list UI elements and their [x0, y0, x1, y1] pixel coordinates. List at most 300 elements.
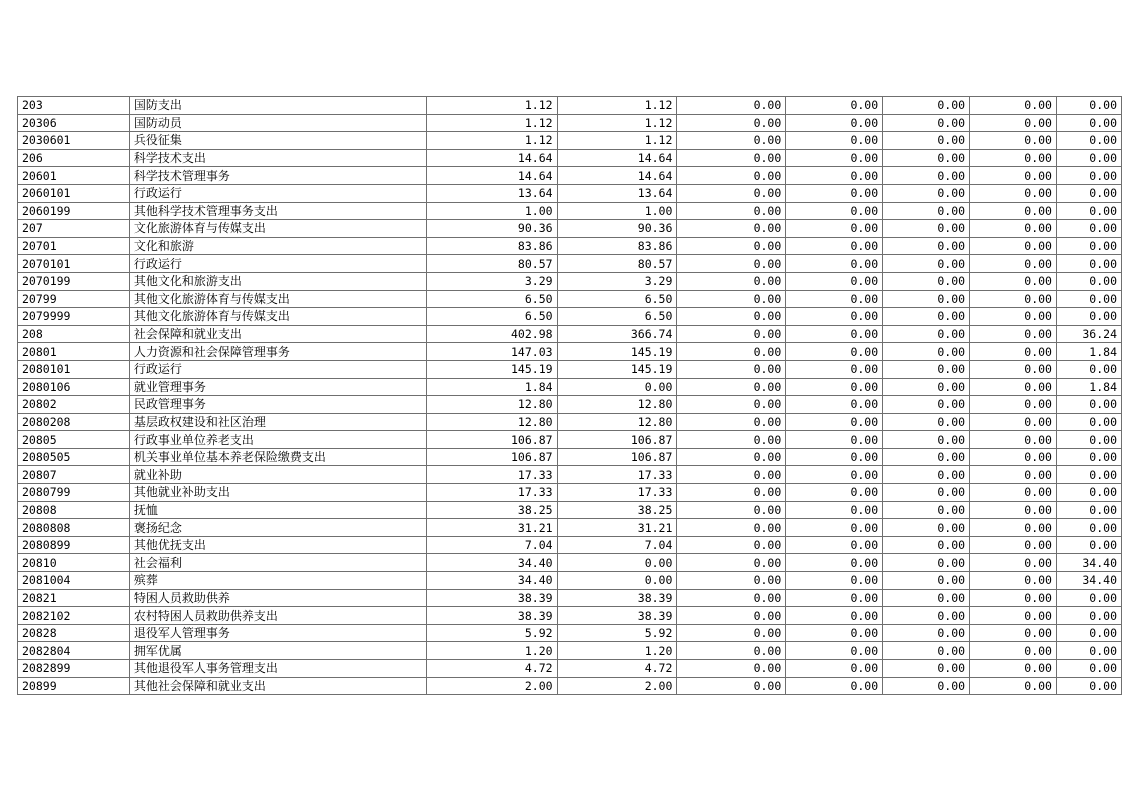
amount-cell-5: 0.00 — [883, 97, 970, 115]
subject-name-cell: 社会保障和就业支出 — [129, 325, 426, 343]
amount-cell-7: 0.00 — [1056, 360, 1121, 378]
amount-cell-4: 0.00 — [786, 97, 883, 115]
amount-cell-7: 0.00 — [1056, 167, 1121, 185]
amount-cell-7: 0.00 — [1056, 484, 1121, 502]
amount-cell-7: 0.00 — [1056, 308, 1121, 326]
subject-code-cell: 2060199 — [18, 202, 130, 220]
amount-cell-6: 0.00 — [970, 255, 1057, 273]
subject-name-cell: 科学技术管理事务 — [129, 167, 426, 185]
subject-code-cell: 2080101 — [18, 360, 130, 378]
amount-cell-5: 0.00 — [883, 149, 970, 167]
subject-name-cell: 人力资源和社会保障管理事务 — [129, 343, 426, 361]
amount-cell-5: 0.00 — [883, 167, 970, 185]
subject-code-cell: 20810 — [18, 554, 130, 572]
amount-cell-5: 0.00 — [883, 431, 970, 449]
amount-cell-1: 1.00 — [426, 202, 557, 220]
subject-code-cell: 20601 — [18, 167, 130, 185]
amount-cell-6: 0.00 — [970, 484, 1057, 502]
amount-cell-1: 145.19 — [426, 360, 557, 378]
amount-cell-5: 0.00 — [883, 237, 970, 255]
amount-cell-6: 0.00 — [970, 431, 1057, 449]
amount-cell-4: 0.00 — [786, 149, 883, 167]
amount-cell-1: 12.80 — [426, 396, 557, 414]
amount-cell-3: 0.00 — [677, 431, 786, 449]
amount-cell-2: 1.00 — [557, 202, 677, 220]
subject-code-cell: 203 — [18, 97, 130, 115]
amount-cell-2: 17.33 — [557, 466, 677, 484]
amount-cell-6: 0.00 — [970, 167, 1057, 185]
amount-cell-2: 14.64 — [557, 167, 677, 185]
amount-cell-5: 0.00 — [883, 343, 970, 361]
amount-cell-7: 0.00 — [1056, 466, 1121, 484]
amount-cell-6: 0.00 — [970, 413, 1057, 431]
amount-cell-7: 0.00 — [1056, 132, 1121, 150]
subject-name-cell: 行政运行 — [129, 360, 426, 378]
amount-cell-3: 0.00 — [677, 114, 786, 132]
amount-cell-3: 0.00 — [677, 290, 786, 308]
amount-cell-7: 0.00 — [1056, 413, 1121, 431]
table-row — [18, 202, 1122, 220]
amount-cell-3: 0.00 — [677, 677, 786, 695]
amount-cell-3: 0.00 — [677, 484, 786, 502]
table-row — [18, 325, 1122, 343]
amount-cell-2: 106.87 — [557, 448, 677, 466]
subject-code-cell: 2080808 — [18, 519, 130, 537]
amount-cell-7: 34.40 — [1056, 572, 1121, 590]
subject-name-cell: 其他社会保障和就业支出 — [129, 677, 426, 695]
amount-cell-1: 34.40 — [426, 572, 557, 590]
table-row — [18, 220, 1122, 238]
amount-cell-4: 0.00 — [786, 290, 883, 308]
amount-cell-5: 0.00 — [883, 519, 970, 537]
table-row — [18, 501, 1122, 519]
amount-cell-6: 0.00 — [970, 536, 1057, 554]
amount-cell-4: 0.00 — [786, 554, 883, 572]
table-row — [18, 519, 1122, 537]
amount-cell-5: 0.00 — [883, 624, 970, 642]
amount-cell-4: 0.00 — [786, 202, 883, 220]
amount-cell-7: 34.40 — [1056, 554, 1121, 572]
amount-cell-1: 34.40 — [426, 554, 557, 572]
amount-cell-4: 0.00 — [786, 642, 883, 660]
amount-cell-2: 1.12 — [557, 114, 677, 132]
amount-cell-5: 0.00 — [883, 607, 970, 625]
subject-code-cell: 206 — [18, 149, 130, 167]
table-row — [18, 97, 1122, 115]
amount-cell-4: 0.00 — [786, 572, 883, 590]
subject-name-cell: 文化旅游体育与传媒支出 — [129, 220, 426, 238]
amount-cell-1: 1.20 — [426, 642, 557, 660]
table-row — [18, 290, 1122, 308]
amount-cell-7: 1.84 — [1056, 343, 1121, 361]
subject-name-cell: 其他优抚支出 — [129, 536, 426, 554]
amount-cell-3: 0.00 — [677, 536, 786, 554]
amount-cell-7: 0.00 — [1056, 114, 1121, 132]
amount-cell-4: 0.00 — [786, 677, 883, 695]
subject-name-cell: 其他文化和旅游支出 — [129, 272, 426, 290]
amount-cell-7: 0.00 — [1056, 237, 1121, 255]
amount-cell-5: 0.00 — [883, 660, 970, 678]
amount-cell-1: 106.87 — [426, 448, 557, 466]
table-row — [18, 396, 1122, 414]
amount-cell-1: 80.57 — [426, 255, 557, 273]
subject-code-cell: 20801 — [18, 343, 130, 361]
amount-cell-6: 0.00 — [970, 448, 1057, 466]
amount-cell-6: 0.00 — [970, 220, 1057, 238]
amount-cell-3: 0.00 — [677, 237, 786, 255]
amount-cell-2: 366.74 — [557, 325, 677, 343]
subject-name-cell: 兵役征集 — [129, 132, 426, 150]
amount-cell-6: 0.00 — [970, 184, 1057, 202]
amount-cell-1: 31.21 — [426, 519, 557, 537]
amount-cell-3: 0.00 — [677, 642, 786, 660]
amount-cell-6: 0.00 — [970, 607, 1057, 625]
amount-cell-3: 0.00 — [677, 308, 786, 326]
amount-cell-3: 0.00 — [677, 572, 786, 590]
amount-cell-2: 145.19 — [557, 360, 677, 378]
amount-cell-3: 0.00 — [677, 167, 786, 185]
subject-code-cell: 20821 — [18, 589, 130, 607]
amount-cell-4: 0.00 — [786, 343, 883, 361]
amount-cell-4: 0.00 — [786, 132, 883, 150]
amount-cell-5: 0.00 — [883, 290, 970, 308]
subject-code-cell: 2080799 — [18, 484, 130, 502]
amount-cell-6: 0.00 — [970, 572, 1057, 590]
amount-cell-7: 0.00 — [1056, 202, 1121, 220]
amount-cell-7: 0.00 — [1056, 660, 1121, 678]
amount-cell-5: 0.00 — [883, 184, 970, 202]
amount-cell-2: 1.12 — [557, 132, 677, 150]
subject-name-cell: 就业补助 — [129, 466, 426, 484]
amount-cell-3: 0.00 — [677, 360, 786, 378]
amount-cell-5: 0.00 — [883, 572, 970, 590]
table-row — [18, 554, 1122, 572]
table-row — [18, 677, 1122, 695]
subject-code-cell: 20899 — [18, 677, 130, 695]
amount-cell-1: 17.33 — [426, 484, 557, 502]
table-row — [18, 272, 1122, 290]
amount-cell-6: 0.00 — [970, 272, 1057, 290]
amount-cell-6: 0.00 — [970, 677, 1057, 695]
subject-code-cell: 20808 — [18, 501, 130, 519]
amount-cell-6: 0.00 — [970, 501, 1057, 519]
amount-cell-4: 0.00 — [786, 308, 883, 326]
amount-cell-2: 38.39 — [557, 589, 677, 607]
subject-code-cell: 20805 — [18, 431, 130, 449]
amount-cell-2: 0.00 — [557, 554, 677, 572]
amount-cell-3: 0.00 — [677, 413, 786, 431]
amount-cell-5: 0.00 — [883, 202, 970, 220]
amount-cell-2: 90.36 — [557, 220, 677, 238]
subject-name-cell: 其他文化旅游体育与传媒支出 — [129, 308, 426, 326]
amount-cell-4: 0.00 — [786, 378, 883, 396]
table-row — [18, 360, 1122, 378]
subject-code-cell: 208 — [18, 325, 130, 343]
amount-cell-5: 0.00 — [883, 114, 970, 132]
amount-cell-3: 0.00 — [677, 272, 786, 290]
amount-cell-4: 0.00 — [786, 536, 883, 554]
amount-cell-7: 0.00 — [1056, 396, 1121, 414]
amount-cell-3: 0.00 — [677, 378, 786, 396]
amount-cell-2: 0.00 — [557, 378, 677, 396]
amount-cell-4: 0.00 — [786, 484, 883, 502]
table-row — [18, 431, 1122, 449]
table-row — [18, 536, 1122, 554]
amount-cell-5: 0.00 — [883, 220, 970, 238]
subject-name-cell: 机关事业单位基本养老保险缴费支出 — [129, 448, 426, 466]
amount-cell-2: 7.04 — [557, 536, 677, 554]
amount-cell-4: 0.00 — [786, 360, 883, 378]
amount-cell-1: 6.50 — [426, 290, 557, 308]
amount-cell-1: 4.72 — [426, 660, 557, 678]
amount-cell-3: 0.00 — [677, 624, 786, 642]
table-row — [18, 466, 1122, 484]
amount-cell-3: 0.00 — [677, 501, 786, 519]
amount-cell-1: 5.92 — [426, 624, 557, 642]
amount-cell-5: 0.00 — [883, 360, 970, 378]
amount-cell-2: 31.21 — [557, 519, 677, 537]
table-row — [18, 624, 1122, 642]
amount-cell-6: 0.00 — [970, 589, 1057, 607]
amount-cell-7: 0.00 — [1056, 220, 1121, 238]
amount-cell-5: 0.00 — [883, 642, 970, 660]
amount-cell-4: 0.00 — [786, 501, 883, 519]
amount-cell-3: 0.00 — [677, 149, 786, 167]
subject-name-cell: 其他科学技术管理事务支出 — [129, 202, 426, 220]
amount-cell-3: 0.00 — [677, 396, 786, 414]
amount-cell-5: 0.00 — [883, 325, 970, 343]
amount-cell-4: 0.00 — [786, 396, 883, 414]
amount-cell-7: 0.00 — [1056, 519, 1121, 537]
amount-cell-6: 0.00 — [970, 343, 1057, 361]
subject-name-cell: 科学技术支出 — [129, 149, 426, 167]
amount-cell-1: 1.12 — [426, 97, 557, 115]
subject-name-cell: 农村特困人员救助供养支出 — [129, 607, 426, 625]
amount-cell-6: 0.00 — [970, 132, 1057, 150]
amount-cell-3: 0.00 — [677, 255, 786, 273]
subject-name-cell: 其他文化旅游体育与传媒支出 — [129, 290, 426, 308]
amount-cell-4: 0.00 — [786, 255, 883, 273]
amount-cell-6: 0.00 — [970, 325, 1057, 343]
amount-cell-3: 0.00 — [677, 519, 786, 537]
amount-cell-2: 80.57 — [557, 255, 677, 273]
amount-cell-1: 17.33 — [426, 466, 557, 484]
amount-cell-3: 0.00 — [677, 448, 786, 466]
amount-cell-1: 38.25 — [426, 501, 557, 519]
subject-code-cell: 2080208 — [18, 413, 130, 431]
amount-cell-2: 3.29 — [557, 272, 677, 290]
subject-name-cell: 其他就业补助支出 — [129, 484, 426, 502]
amount-cell-7: 0.00 — [1056, 431, 1121, 449]
amount-cell-2: 1.12 — [557, 97, 677, 115]
amount-cell-5: 0.00 — [883, 589, 970, 607]
table-row — [18, 607, 1122, 625]
amount-cell-6: 0.00 — [970, 466, 1057, 484]
amount-cell-3: 0.00 — [677, 554, 786, 572]
amount-cell-4: 0.00 — [786, 466, 883, 484]
amount-cell-6: 0.00 — [970, 554, 1057, 572]
amount-cell-5: 0.00 — [883, 378, 970, 396]
amount-cell-6: 0.00 — [970, 396, 1057, 414]
amount-cell-1: 12.80 — [426, 413, 557, 431]
amount-cell-6: 0.00 — [970, 308, 1057, 326]
amount-cell-6: 0.00 — [970, 97, 1057, 115]
subject-name-cell: 特困人员救助供养 — [129, 589, 426, 607]
amount-cell-2: 13.64 — [557, 184, 677, 202]
amount-cell-4: 0.00 — [786, 660, 883, 678]
subject-code-cell: 20701 — [18, 237, 130, 255]
subject-name-cell: 其他退役军人事务管理支出 — [129, 660, 426, 678]
amount-cell-1: 6.50 — [426, 308, 557, 326]
amount-cell-1: 14.64 — [426, 167, 557, 185]
amount-cell-7: 0.00 — [1056, 677, 1121, 695]
amount-cell-4: 0.00 — [786, 220, 883, 238]
amount-cell-7: 0.00 — [1056, 255, 1121, 273]
amount-cell-1: 1.84 — [426, 378, 557, 396]
table-row — [18, 343, 1122, 361]
amount-cell-4: 0.00 — [786, 448, 883, 466]
subject-code-cell: 207 — [18, 220, 130, 238]
amount-cell-4: 0.00 — [786, 624, 883, 642]
amount-cell-4: 0.00 — [786, 519, 883, 537]
amount-cell-3: 0.00 — [677, 184, 786, 202]
amount-cell-1: 38.39 — [426, 607, 557, 625]
subject-name-cell: 基层政权建设和社区治理 — [129, 413, 426, 431]
amount-cell-7: 0.00 — [1056, 149, 1121, 167]
amount-cell-2: 5.92 — [557, 624, 677, 642]
amount-cell-2: 17.33 — [557, 484, 677, 502]
subject-name-cell: 行政运行 — [129, 255, 426, 273]
subject-code-cell: 2079999 — [18, 308, 130, 326]
amount-cell-1: 14.64 — [426, 149, 557, 167]
amount-cell-2: 1.20 — [557, 642, 677, 660]
amount-cell-6: 0.00 — [970, 360, 1057, 378]
expenditure-table — [17, 96, 1122, 695]
amount-cell-5: 0.00 — [883, 677, 970, 695]
amount-cell-1: 13.64 — [426, 184, 557, 202]
amount-cell-3: 0.00 — [677, 202, 786, 220]
amount-cell-6: 0.00 — [970, 624, 1057, 642]
table-row — [18, 484, 1122, 502]
amount-cell-3: 0.00 — [677, 466, 786, 484]
amount-cell-5: 0.00 — [883, 466, 970, 484]
subject-name-cell: 拥军优属 — [129, 642, 426, 660]
table-row — [18, 114, 1122, 132]
amount-cell-2: 6.50 — [557, 290, 677, 308]
amount-cell-7: 0.00 — [1056, 272, 1121, 290]
subject-code-cell: 20306 — [18, 114, 130, 132]
amount-cell-2: 4.72 — [557, 660, 677, 678]
amount-cell-1: 402.98 — [426, 325, 557, 343]
amount-cell-7: 0.00 — [1056, 97, 1121, 115]
table-row — [18, 448, 1122, 466]
subject-code-cell: 2070101 — [18, 255, 130, 273]
amount-cell-5: 0.00 — [883, 308, 970, 326]
subject-code-cell: 20828 — [18, 624, 130, 642]
amount-cell-4: 0.00 — [786, 431, 883, 449]
amount-cell-7: 0.00 — [1056, 624, 1121, 642]
amount-cell-1: 106.87 — [426, 431, 557, 449]
amount-cell-1: 147.03 — [426, 343, 557, 361]
amount-cell-3: 0.00 — [677, 97, 786, 115]
subject-code-cell: 2080899 — [18, 536, 130, 554]
amount-cell-2: 0.00 — [557, 572, 677, 590]
amount-cell-3: 0.00 — [677, 132, 786, 150]
subject-code-cell: 2082899 — [18, 660, 130, 678]
amount-cell-7: 0.00 — [1056, 184, 1121, 202]
amount-cell-6: 0.00 — [970, 237, 1057, 255]
table-body — [18, 97, 1122, 695]
amount-cell-5: 0.00 — [883, 554, 970, 572]
table-row — [18, 167, 1122, 185]
amount-cell-2: 106.87 — [557, 431, 677, 449]
amount-cell-2: 14.64 — [557, 149, 677, 167]
table-row — [18, 255, 1122, 273]
amount-cell-6: 0.00 — [970, 660, 1057, 678]
table-row — [18, 308, 1122, 326]
amount-cell-4: 0.00 — [786, 114, 883, 132]
subject-name-cell: 抚恤 — [129, 501, 426, 519]
amount-cell-4: 0.00 — [786, 167, 883, 185]
amount-cell-3: 0.00 — [677, 607, 786, 625]
amount-cell-7: 0.00 — [1056, 448, 1121, 466]
subject-name-cell: 退役军人管理事务 — [129, 624, 426, 642]
table-row — [18, 132, 1122, 150]
amount-cell-5: 0.00 — [883, 255, 970, 273]
table-row — [18, 378, 1122, 396]
amount-cell-6: 0.00 — [970, 202, 1057, 220]
amount-cell-1: 2.00 — [426, 677, 557, 695]
amount-cell-6: 0.00 — [970, 378, 1057, 396]
amount-cell-4: 0.00 — [786, 184, 883, 202]
amount-cell-1: 7.04 — [426, 536, 557, 554]
amount-cell-5: 0.00 — [883, 448, 970, 466]
amount-cell-5: 0.00 — [883, 536, 970, 554]
subject-code-cell: 2080505 — [18, 448, 130, 466]
amount-cell-5: 0.00 — [883, 484, 970, 502]
subject-code-cell: 20802 — [18, 396, 130, 414]
subject-code-cell: 2070199 — [18, 272, 130, 290]
amount-cell-1: 3.29 — [426, 272, 557, 290]
amount-cell-3: 0.00 — [677, 660, 786, 678]
amount-cell-7: 0.00 — [1056, 589, 1121, 607]
amount-cell-7: 0.00 — [1056, 642, 1121, 660]
table-row — [18, 642, 1122, 660]
subject-code-cell: 2082102 — [18, 607, 130, 625]
subject-code-cell: 2082804 — [18, 642, 130, 660]
amount-cell-7: 0.00 — [1056, 501, 1121, 519]
amount-cell-5: 0.00 — [883, 272, 970, 290]
amount-cell-5: 0.00 — [883, 413, 970, 431]
amount-cell-1: 38.39 — [426, 589, 557, 607]
amount-cell-1: 90.36 — [426, 220, 557, 238]
amount-cell-2: 12.80 — [557, 413, 677, 431]
amount-cell-7: 1.84 — [1056, 378, 1121, 396]
subject-name-cell: 殡葬 — [129, 572, 426, 590]
amount-cell-7: 36.24 — [1056, 325, 1121, 343]
amount-cell-2: 83.86 — [557, 237, 677, 255]
amount-cell-5: 0.00 — [883, 132, 970, 150]
subject-name-cell: 行政事业单位养老支出 — [129, 431, 426, 449]
subject-name-cell: 民政管理事务 — [129, 396, 426, 414]
subject-code-cell: 2030601 — [18, 132, 130, 150]
table-row — [18, 184, 1122, 202]
subject-code-cell: 2080106 — [18, 378, 130, 396]
subject-code-cell: 20807 — [18, 466, 130, 484]
table-row — [18, 660, 1122, 678]
amount-cell-6: 0.00 — [970, 114, 1057, 132]
amount-cell-4: 0.00 — [786, 413, 883, 431]
